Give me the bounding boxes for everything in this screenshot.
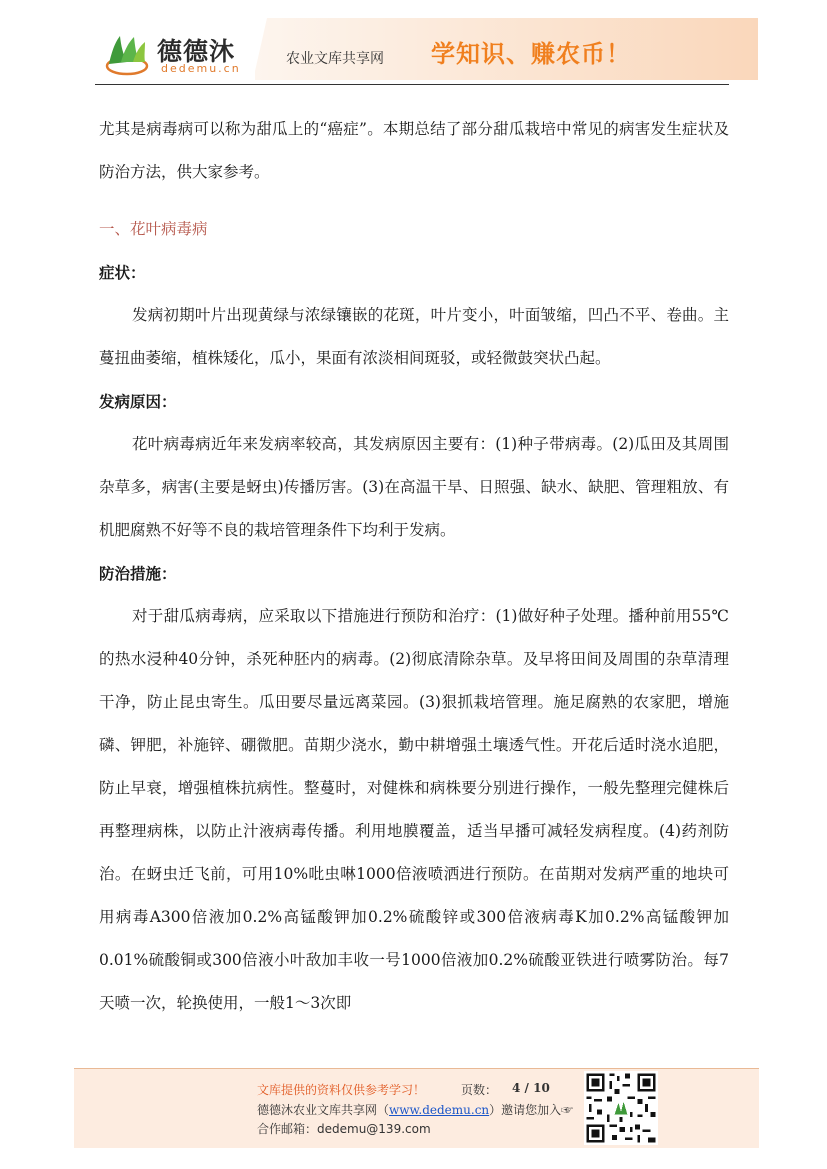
- footer-email: 合作邮箱：dedemu@139.com: [257, 1122, 431, 1136]
- footer-notice: 文库提供的资料仅供参考学习！: [257, 1083, 426, 1097]
- page-header: [95, 18, 758, 84]
- symptoms-paragraph: 发病初期叶片出现黄绿与浓绿镶嵌的花斑，叶片变小，叶面皱缩，凹凸不平、卷曲。主蔓扭曲萎缩，植株矮化，瓜小，果面有浓淡相间斑驳，或轻微鼓突状凸起。: [99, 306, 729, 367]
- invite-suffix: ）邀请您加入☞: [489, 1103, 574, 1117]
- qr-code-icon: [584, 1071, 658, 1145]
- control-heading: 防治措施：: [99, 564, 177, 583]
- intro-paragraph: 尤其是病毒病可以称为甜瓜上的“癌症”。本期总结了部分甜瓜栽培中常见的病害发生症状及防治方法，供大家参考。: [99, 120, 729, 181]
- page-number: 4 / 10: [512, 1081, 550, 1095]
- symptoms-heading: 症状：: [99, 263, 146, 282]
- site-link[interactable]: www.dedemu.cn: [389, 1103, 490, 1117]
- section-title: 一、花叶病毒病: [99, 220, 208, 238]
- header-slogan: 学知识、赚农币！: [431, 39, 631, 68]
- page-footer: [74, 1068, 759, 1148]
- page-label: 页数：: [461, 1083, 498, 1097]
- header-divider: [95, 84, 729, 85]
- logo-domain: dedemu.cn: [161, 62, 241, 75]
- control-paragraph: 对于甜瓜病毒病，应采取以下措施进行预防和治疗：(1)做好种子处理。播种前用55℃的热水浸种40分钟，杀死种胚内的病毒。(2)彻底清除杂草。及早将田间及周围的杂草清理干净，防止昆虫寄生。瓜田要尽量远离菜园。(3)狠抓栽培管理。施足腐熟的农家肥，增施磷、钾肥，补施锌、硼微肥。苗期少浇水，勤中耕增强土壤透气性。开花后适时浇水追肥，防止早衰，增强植株抗病性。整蔓时，对健株和病株要分别进行操作，一般先整理完健株后再整理病株，以防止汁液病毒传播。利用地膜覆盖，适当早播可减轻发病程度。(4)药剂防治。在蚜虫迁飞前，可用10%吡虫啉1000倍液喷洒进行预防。在苗期对发病严重的地块可用病毒A300倍液加0.2%高锰酸钾加0.2%硫酸锌或300倍液病毒K加0.2%高锰酸钾加0.01%硫酸铜或300倍液小叶敌加丰收一号1000倍液加0.2%硫酸亚铁进行喷雾防治。每7天喷一次，轮换使用，一般1～3次即: [99, 607, 729, 1012]
- document-body: [99, 108, 729, 1025]
- cause-heading: 发病原因：: [99, 392, 177, 411]
- site-name: 农业文库共享网: [286, 51, 384, 67]
- header-slant: [253, 18, 267, 80]
- footer-invite: [257, 1101, 573, 1118]
- logo-name: 德德沐: [157, 37, 236, 66]
- invite-prefix: 德德沐农业文库共享网（: [257, 1103, 390, 1117]
- cause-paragraph: 花叶病毒病近年来发病率较高，其发病原因主要有：(1)种子带病毒。(2)瓜田及其周围杂草多，病害(主要是蚜虫)传播厉害。(3)在高温干旱、日照强、缺水、缺肥、管理粗放、有机肥腐熟不好等不良的栽培管理条件下均利于发病。: [99, 435, 729, 539]
- dedemu-logo-icon: [103, 32, 153, 76]
